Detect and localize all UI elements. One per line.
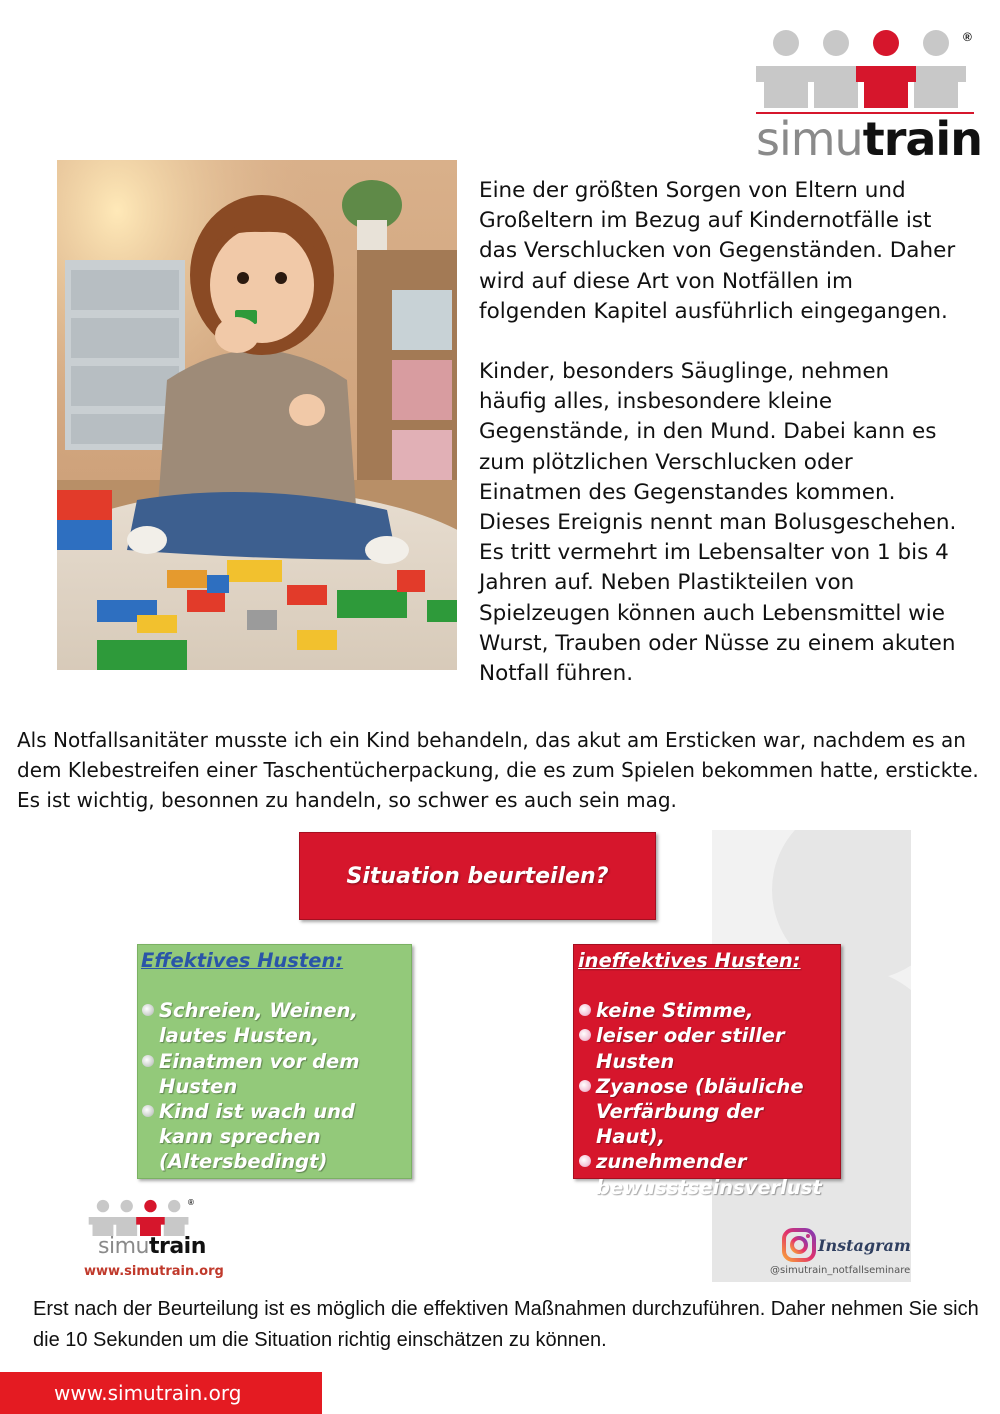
list-item-text: Kind ist wach und kann sprechen (Altersbedingt) (159, 1100, 355, 1174)
people-puzzle-icon (748, 26, 980, 116)
list-item-text: leiser oder stiller Husten (596, 1024, 785, 1073)
logo-website-link[interactable]: www.simutrain.org (84, 1264, 224, 1279)
paramedic-story-text: Als Notfallsanitäter musste ich ein Kind behandeln, das akut am Ersticken war, nachdem es an dem Klebestreifen einer Taschentücherpackung, die es zum Spielen bekommen hatte, erstickte. Es ist wichtig, besonnen zu handeln, so schwer es auch sein mag. (17, 728, 979, 812)
list-item-text: Zyanose (bläuliche Verfärbung der Haut), (596, 1074, 804, 1149)
list-item-text: keine Stimme, (596, 999, 754, 1023)
bullet-icon (579, 1155, 591, 1167)
bullet-icon (579, 1029, 591, 1041)
situation-assessment-banner (299, 832, 656, 920)
instagram-handle[interactable]: @simutrain_notfallseminare (770, 1265, 911, 1276)
list-item (578, 1023, 834, 1073)
bullet-icon (579, 1004, 591, 1016)
intro-text (479, 176, 959, 719)
registered-mark: ® (188, 1198, 194, 1207)
list-item (578, 998, 834, 1023)
list-item (578, 1149, 834, 1199)
bullet-icon (579, 1080, 591, 1092)
people-puzzle-icon (84, 1198, 196, 1236)
closing-text: Erst nach der Beurteilung ist es möglich die effektiven Maßnahmen durchzuführen. Daher nehmen Sie sich die 10 Sekunden um die Situation richtig einschätzen zu können. (33, 1298, 979, 1351)
logo-word-light: simu (98, 1234, 149, 1259)
logo-word-light: simu (756, 112, 863, 166)
registered-mark: ® (963, 30, 972, 44)
ineffective-cough-box (573, 944, 841, 1199)
list-item-text: Schreien, Weinen, lautes Husten, (159, 999, 358, 1048)
logo-word-bold: train (862, 112, 982, 166)
list-item-text: zunehmender bewusstseinsverlust (596, 1150, 822, 1199)
ineffective-cough-title: ineffektives Husten: (578, 949, 801, 972)
intro-paragraph-1: Eine der größten Sorgen von Eltern und Großeltern im Bezug auf Kindernotfälle ist das Verschlucken von Gegenständen. Daher wird auf diese Art von Notfällen im folgenden Kapitel ausführlich eingegangen. (479, 178, 956, 324)
instagram-icon[interactable] (782, 1228, 816, 1262)
effective-cough-title: Effektives Husten: (141, 949, 344, 972)
list-item (578, 1074, 834, 1150)
bullet-icon (142, 1055, 154, 1067)
list-item-text: Einatmen vor dem Husten (159, 1049, 360, 1098)
footer-website-link[interactable]: www.simutrain.org (54, 1381, 242, 1405)
bullet-icon (142, 1004, 154, 1016)
instagram-label: Instagram (818, 1236, 911, 1255)
list-item (141, 1099, 405, 1175)
logo-wordmark (98, 1236, 206, 1258)
logo-wordmark (756, 112, 982, 166)
bullet-icon (142, 1105, 154, 1117)
effective-cough-box (137, 944, 412, 1179)
logo-word-bold: train (148, 1234, 206, 1259)
child-with-toy-bricks-photo (57, 160, 457, 670)
effective-cough-list (141, 998, 405, 1174)
situation-title: Situation beurteilen? (346, 863, 609, 889)
simutrain-logo (748, 26, 982, 166)
list-item (141, 998, 405, 1048)
list-item (141, 1049, 405, 1099)
intro-paragraph-2: Kinder, besonders Säuglinge, nehmen häufig alles, insbesondere kleine Gegenstände, in den Mund. Dabei kann es zum plötzlichen Verschlucken oder Einatmen des Gegenstandes kommen. Dieses Ereignis nennt man Bolusgeschehen. Es tritt vermehrt im Lebensalter von 1 bis 4 Jahren auf. Neben Plastikteilen von Spielzeugen können auch Lebensmittel wie Wurst, Trauben oder Nüsse zu einem akuten Notfall führen. (479, 359, 957, 687)
ineffective-cough-list (578, 998, 834, 1200)
